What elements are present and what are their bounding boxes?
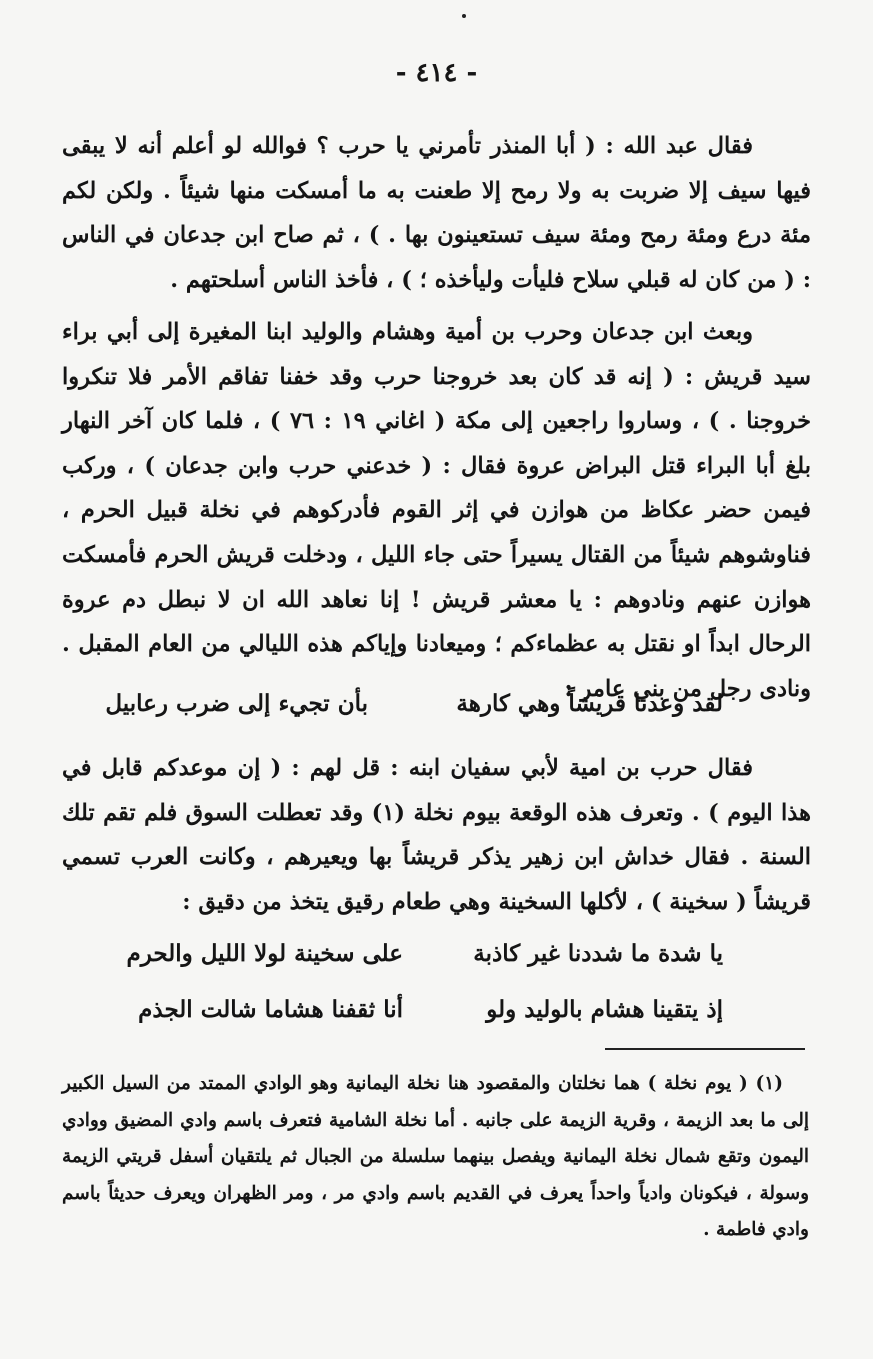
ink-speck [462, 14, 466, 18]
verse-second-hemistich: بأن تجيء إلى ضرب رعابيل [105, 690, 368, 717]
paragraph-2 [62, 310, 811, 711]
poem-verse-1 [0, 690, 873, 730]
footnote-text: (١) ( يوم نخلة ) هما نخلتان والمقصود هنا نخلة اليمانية وهو الوادي الممتد من السيل الكبير إلى ما بعد الزيمة ، وقرية الزيمة على جانبه . أما نخلة الشامية فتعرف باسم وادي المضيق ووادي اليمون وتقع شمال نخلة اليمانية ويفصل بينهما سلسلة من الجبال ثم يلتقيان أسفل قريتي الزيمة وسولة ، فيكونان وادياً واحداً يعرف في القديم باسم وادي مر ، ومر الظهران ويعرف حديثاً باسم وادي فاطمة . [62, 1073, 809, 1240]
page-number: - ٤١٤ - [395, 58, 478, 88]
footnote [62, 1066, 809, 1249]
paragraph-text: وبعث ابن جدعان وحرب بن أمية وهشام والوليد ابنا المغيرة إلى أبي براء سيد قريش : ( إنه قد كان بعد خروجنا حرب وقد خفنا تفاقم الأمر فلا تنكروا خروجنا . ) ، وساروا راجعين إلى مكة ( اغاني ١٩ : ٧٦ ) ، فلما كان آخر النهار بلغ أبا البراء قتل البراض عروة فقال : ( خدعني حرب وابن جدعان ) ، وركب فيمن حضر عكاظ من هوازن في إثر القوم فأدركوهم في نخلة قبيل الحرم ، فناوشوهم شيئاً من القتال يسيراً حتى جاء الليل ، ودخلت قريش الحرم فأمسكت هوازن عنهم ونادوهم : يا معشر قريش ! إنا نعاهد الله ان لا نبطل دم عروة الرحال ابداً او نقتل به عظماءكم ؛ وميعادنا وإياكم هذه الليالي من العام المقبل . ونادى رجل من بني عامر : [62, 319, 811, 702]
verse-first-hemistich: إذ يتقينا هشام بالوليد ولو [486, 996, 723, 1023]
verse-second-hemistich: على سخينة لولا الليل والحرم [126, 940, 403, 967]
paragraph-text: فقال حرب بن امية لأبي سفيان ابنه : قل لهم : ( إن موعدكم قابل في هذا اليوم ) . وتعرف هذه الوقعة بيوم نخلة (١) وقد تعطلت السوق فلم تقم تلك السنة . فقال خداش ابن زهير يذكر قريشاً بها ويعيرهم ، وكانت العرب تسمي قريشاً ( سخينة ) ، لأكلها السخينة وهي طعام رقيق يتخذ من دقيق : [62, 755, 811, 915]
paragraph-3 [62, 746, 811, 924]
verse-first-hemistich: لقد وعدنا قريشاً وهي كارهة [456, 690, 723, 717]
verse-second-hemistich: أنا ثقفنا هشاما شالت الجذم [138, 996, 403, 1023]
verse-first-hemistich: يا شدة ما شددنا غير كاذبة [473, 940, 723, 967]
poem-verse-3 [0, 996, 873, 1036]
footnote-divider [605, 1048, 805, 1050]
poem-verse-2 [0, 940, 873, 980]
paragraph-text: فقال عبد الله : ( أبا المنذر تأمرني يا حرب ؟ فوالله لو أعلم أنه لا يبقى فيها سيف إلا ضربت به ولا رمح إلا طعنت به ما أمسكت منها شيئاً . ولكن لكم مئة درع ومئة رمح ومئة سيف تستعينون بها . ) ، ثم صاح ابن جدعان في الناس : ( من كان له قبلي سلاح فليأت وليأخذه ؛ ) ، فأخذ الناس أسلحتهم . [62, 133, 811, 293]
paragraph-1 [62, 124, 811, 302]
